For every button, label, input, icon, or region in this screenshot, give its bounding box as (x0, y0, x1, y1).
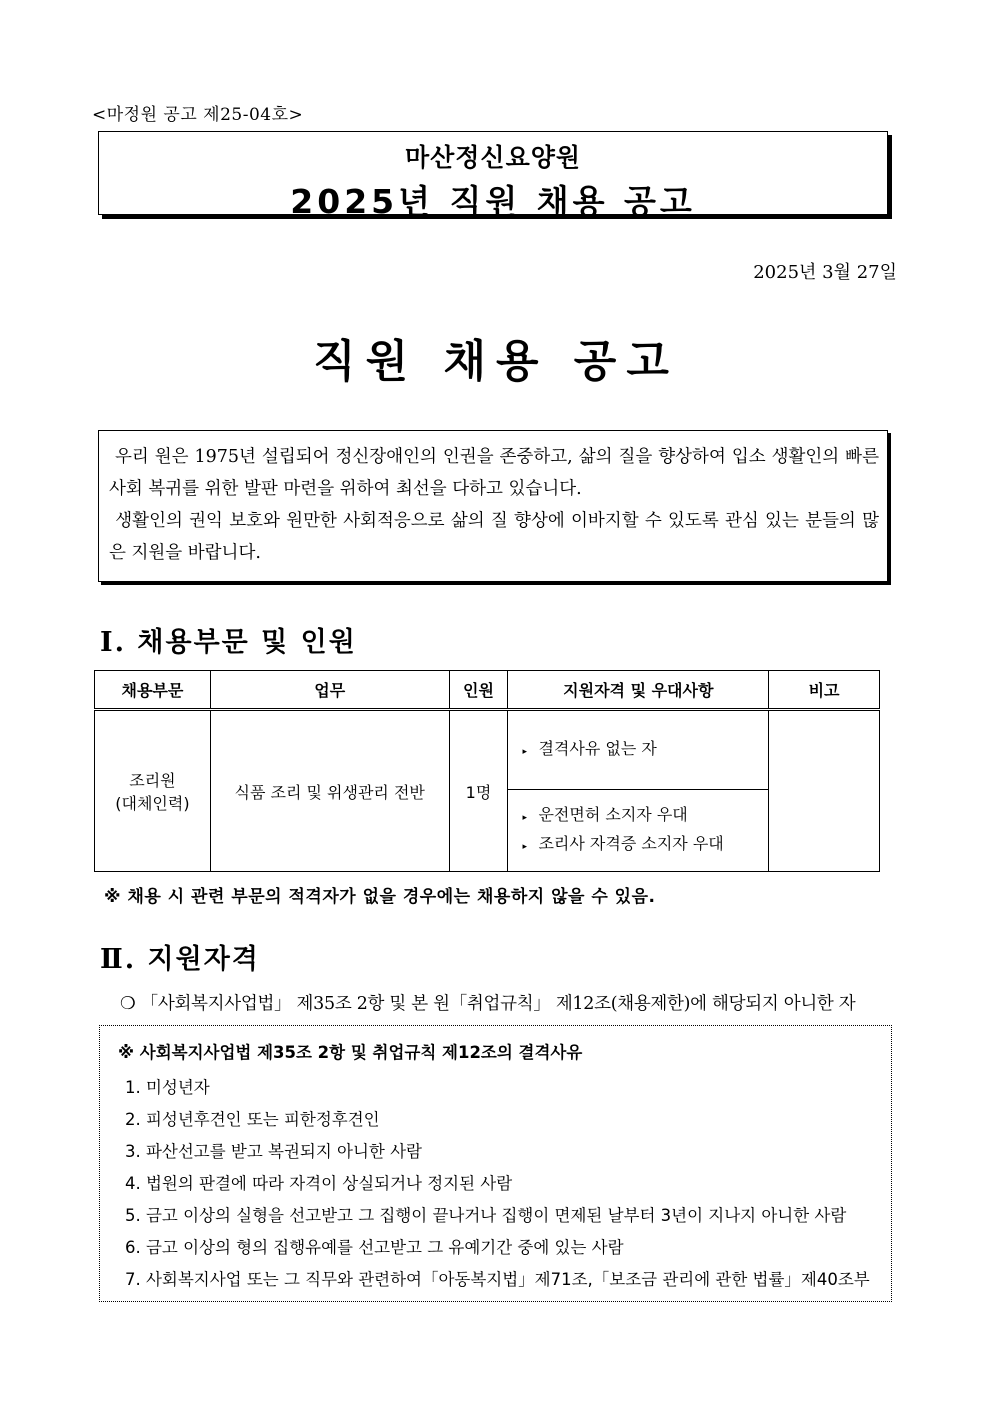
section1-heading: Ⅰ. 채용부문 및 인원 (100, 627, 357, 658)
requirement-line: ❍ 「사회복지사업법」 제35조 2항 및 본 원「취업규칙」 제12조(채용제한)에 해당되지 아니한 자 (120, 994, 856, 1014)
list-item: 6. 금고 이상의 형의 집행유예를 선고받고 그 유예기간 중에 있는 사람 (125, 1238, 624, 1257)
document-title: 2025년 직원 채용 공고 (290, 182, 696, 221)
cell-qualification: ▸ 결격사유 없는 자 (508, 710, 769, 790)
recruitment-table (94, 670, 880, 872)
preference-item: ▸ 운전면허 소지자 우대 (522, 802, 767, 831)
list-item: 4. 법원의 판결에 따라 자격이 상실되거나 정지된 사람 (125, 1174, 513, 1193)
intro-paragraph-1: 우리 원은 1975년 설립되어 정신장애인의 인권을 존중하고, 삶의 질을 향상하여 입소 생활인의 빠른 사회 복귀를 위한 발판 마련을 위하여 최선을 다하고 있습니다. (109, 447, 879, 499)
main-title: 직원 채용 공고 (313, 336, 679, 387)
table-row (95, 710, 880, 790)
preference-item: ▸ 조리사 자격증 소지자 우대 (522, 831, 767, 860)
header-count: 인원 (449, 671, 508, 710)
list-item: 2. 피성년후견인 또는 피한정후견인 (125, 1110, 380, 1129)
triangle-bullet-icon: ▸ (522, 812, 527, 823)
list-item: 1. 미성년자 (125, 1078, 210, 1097)
title-box (98, 131, 888, 221)
notice-date: 2025년 3월 27일 (753, 262, 897, 283)
intro-paragraph-2: 생활인의 권익 보호와 원만한 사회적응으로 삶의 질 향상에 이바지할 수 있도록 관심 있는 분들의 많은 지원을 바랍니다. (109, 511, 879, 563)
notice-number: <마정원 공고 제25-04호> (92, 105, 304, 125)
department-note: (대체인력) (115, 794, 190, 813)
header-remarks: 비고 (769, 671, 880, 710)
disqualification-title: ※ 사회복지사업법 제35조 2항 및 취업규칙 제12조의 결격사유 (118, 1043, 583, 1062)
section2-heading: Ⅱ. 지원자격 (100, 944, 260, 975)
list-item: 5. 금고 이상의 실형을 선고받고 그 집행이 끝나거나 집행이 면제된 날부터 3년이 지나지 아니한 사람 (125, 1206, 847, 1225)
cell-remarks (769, 710, 880, 872)
intro-box (98, 430, 888, 582)
department-name: 조리원 (129, 771, 176, 790)
list-item: 7. 사회복지사업 또는 그 직무와 관련하여「아동복지법」제71조,「보조금 관리에 관한 법률」제40조부 (125, 1270, 870, 1289)
warning-note: ※ 채용 시 관련 부문의 적격자가 없을 경우에는 채용하지 않을 수 있음. (104, 887, 656, 907)
disqualification-list (125, 1074, 870, 1298)
header-qualification: 지원자격 및 우대사항 (508, 671, 769, 710)
triangle-bullet-icon: ▸ (522, 746, 527, 757)
header-department: 채용부문 (95, 671, 211, 710)
table-header-row (95, 671, 880, 710)
header-duty: 업무 (210, 671, 449, 710)
list-item: 3. 파산선고를 받고 복권되지 아니한 사람 (125, 1142, 422, 1161)
cell-duty: 식품 조리 및 위생관리 전반 (210, 710, 449, 872)
cell-department (95, 710, 211, 872)
cell-preferences (508, 790, 769, 872)
triangle-bullet-icon: ▸ (522, 841, 527, 852)
cell-count: 1명 (449, 710, 508, 872)
org-name: 마산정신요양원 (404, 143, 582, 172)
